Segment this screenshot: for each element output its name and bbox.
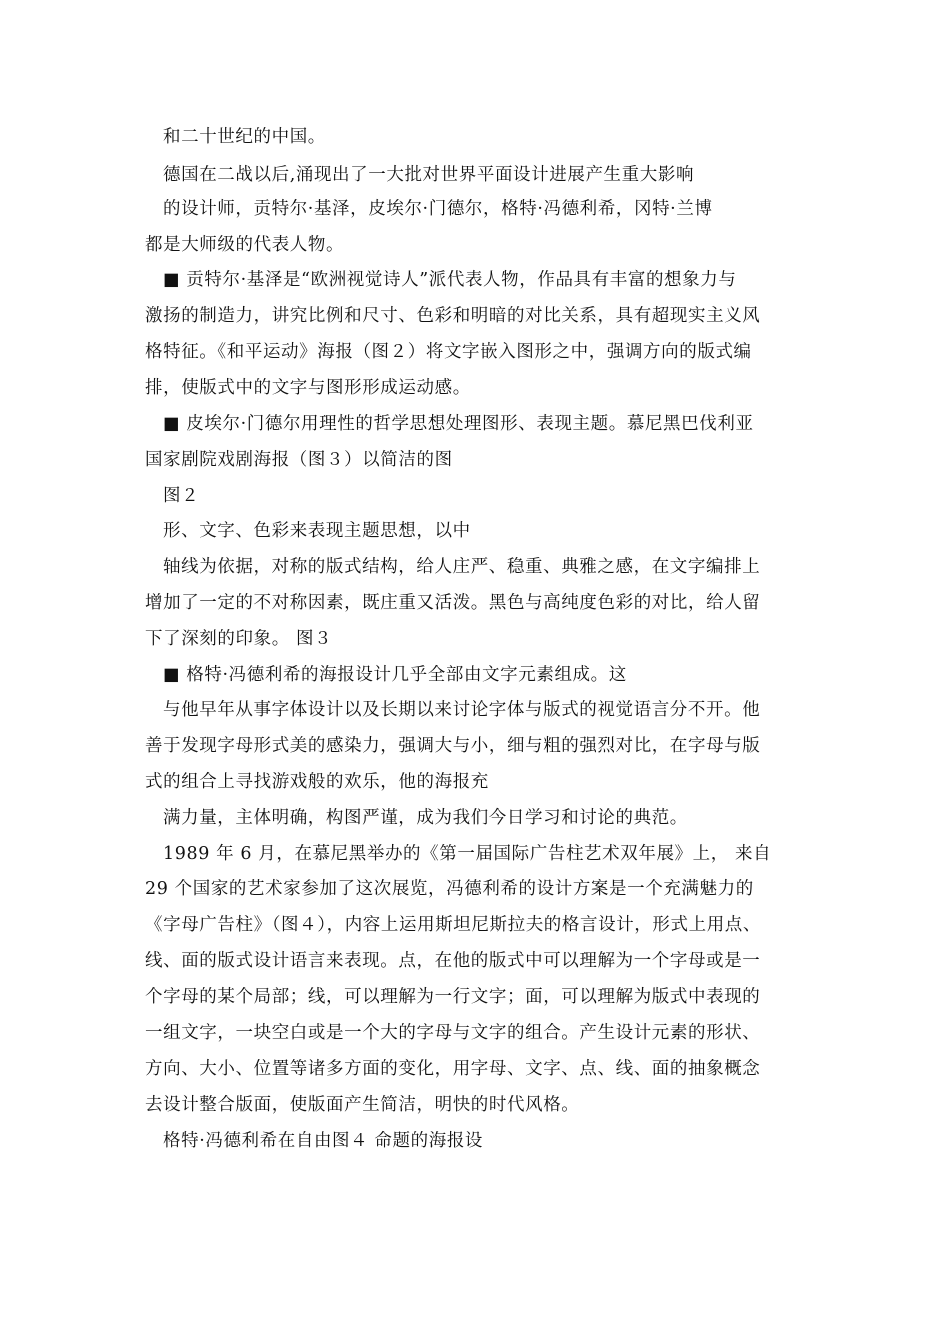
text-line: 去设计整合版面，使版面产生简洁，明快的时代风格。 <box>145 1095 580 1115</box>
text-line: 形、文字、色彩来表现主题思想，以中 <box>163 521 471 541</box>
figure-label: 图２ <box>163 486 200 506</box>
text-line: 29 个国家的艺术家参加了这次展览，冯德利希的设计方案是一个充满魅力的 <box>145 879 754 899</box>
text-line: 格特征。《和平运动》海报（图２）将文字嵌入图形之中，强调方向的版式编 <box>145 342 752 362</box>
text-line: 增加了一定的不对称因素，既庄重又活泼。黑色与高纯度色彩的对比，给人留 <box>145 593 761 613</box>
text-line: ■ 皮埃尔·门德尔用理性的哲学思想处理图形、表现主题。慕尼黑巴伐利亚 <box>163 414 754 434</box>
text-line: 都是大师级的代表人物。 <box>145 235 345 255</box>
text-line: 激扬的制造力，讲究比例和尺寸、色彩和明暗的对比关系，具有超现实主义风 <box>145 306 761 326</box>
text-line: 格特·冯德利希在自由图４ 命题的海报设 <box>163 1131 484 1151</box>
text-line: 个字母的某个局部；线，可以理解为一行文字；面，可以理解为版式中表现的 <box>145 987 761 1007</box>
text-line: 式的组合上寻找游戏般的欢乐，他的海报充 <box>145 772 489 792</box>
text-line: 线、面的版式设计语言来表现。点，在他的版式中可以理解为一个字母或是一 <box>145 951 761 971</box>
text-line: ■ 格特·冯德利希的海报设计几乎全部由文字元素组成。这 <box>163 665 627 685</box>
text-line: 满力量，主体明确，构图严谨，成为我们今日学习和讨论的典范。 <box>163 808 688 828</box>
text-line: 轴线为依据，对称的版式结构，给人庄严、稳重、典雅之感，在文字编排上 <box>163 557 761 577</box>
text-line: 排，使版式中的文字与图形形成运动感。 <box>145 378 471 398</box>
text-line: 一组文字，一块空白或是一个大的字母与文字的组合。产生设计元素的形状、 <box>145 1023 761 1043</box>
text-line: 的设计师，贡特尔·基泽，皮埃尔·门德尔，格特·冯德利希，冈特·兰博 <box>163 199 713 219</box>
text-line: 善于发现字母形式美的感染力，强调大与小，细与粗的强烈对比，在字母与版 <box>145 736 761 756</box>
text-line: 和二十世纪的中国。 <box>163 127 326 147</box>
text-line: 方向、大小、位置等诸多方面的变化，用字母、文字、点、线、面的抽象概念 <box>145 1059 761 1079</box>
text-line: 《字母广告柱》（图４），内容上运用斯坦尼斯拉夫的格言设计，形式上用点、 <box>145 915 761 935</box>
text-line: 国家剧院戏剧海报（图３）以简洁的图 <box>145 450 453 470</box>
text-line: 德国在二战以后,涌现出了一大批对世界平面设计进展产生重大影响 <box>163 165 695 185</box>
text-line: ■ 贡特尔·基泽是“欧洲视觉诗人”派代表人物，作品具有丰富的想象力与 <box>163 270 737 290</box>
text-line: 1989 年 6 月，在慕尼黑举办的《第一届国际广告柱艺术双年展》上， 来自 <box>163 844 772 864</box>
text-line: 与他早年从事字体设计以及长期以来讨论字体与版式的视觉语言分不开。他 <box>163 700 761 720</box>
text-line: 下了深刻的印象。 图３ <box>145 629 333 649</box>
